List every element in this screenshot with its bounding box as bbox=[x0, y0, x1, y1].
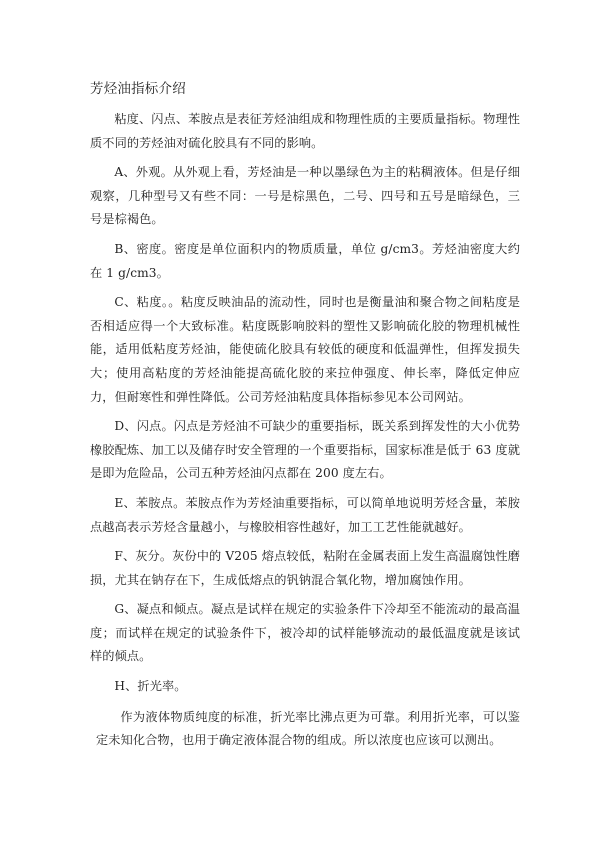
paragraph-ash: F、灰分。灰份中的 V205 熔点较低，粘附在金属表面上发生高温腐蚀性磨损，尤其在钠存在下，生成低熔点的钒钠混合氧化物，增加腐蚀作用。 bbox=[90, 549, 520, 587]
paragraph-appearance: A、外观。从外观上看，芳烃油是一种以墨绿色为主的粘稠液体。但是仔细观察，几种型号又有些不同：一号是棕黑色，二号、四号和五号是暗绿色，三号是棕褐色。 bbox=[90, 165, 520, 227]
paragraph-refractive-index-heading: H、折光率。 bbox=[114, 679, 187, 694]
paragraph-viscosity: C、粘度。。粘度反映油品的流动性，同时也是衡量油和聚合物之间粘度是否相适应得一个大致标准。粘度既影响胶料的塑性又影响硫化胶的物理机械性能，适用低粘度芳烃油，能使硫化胶具有较低的硬度和低温弹性，但挥发损失大；使用高粘度的芳烃油能提高硫化胶的来拉伸强度、伸长率，降低定伸应力，但耐寒性和弹性降低。公司芳烃油粘度具体指标参见本公司网站。 bbox=[90, 295, 520, 404]
paragraph-flash-point: D、闪点。闪点是芳烃油不可缺少的重要指标，既关系到挥发性的大小优势橡胶配炼、加工以及储存时安全管理的一个重要指标，国家标准是低于 63 度就是即为危险品，公司五种芳烃油闪点都在 200 度左右。 bbox=[90, 419, 520, 481]
document-page bbox=[90, 78, 520, 759]
paragraph-refractive-index: 作为液体物质纯度的标准，折光率比沸点更为可靠。利用折光率，可以鉴定未知化合物，也用于确定液体混合物的组成。所以浓度也应该可以测出。 bbox=[96, 709, 520, 748]
paragraph-density: B、密度。密度是单位面积内的物质质量，单位 g/cm3。芳烃油密度大约在 1 g/cm3。 bbox=[90, 241, 520, 280]
paragraph-intro: 粘度、闪点、苯胺点是表征芳烃油组成和物理性质的主要质量指标。物理性质不同的芳烃油对硫化胶具有不同的影响。 bbox=[90, 112, 520, 150]
document-title: 芳烃油指标介绍 bbox=[90, 81, 186, 97]
paragraph-pour-point: G、凝点和倾点。凝点是试样在规定的实验条件下冷却至不能流动的最高温度；而试样在规定的试验条件下，被冷却的试样能够流动的最低温度就是该试样的倾点。 bbox=[90, 602, 520, 664]
paragraph-aniline-point: E、苯胺点。苯胺点作为芳烃油重要指标，可以简单地说明芳烃含量，苯胺点越高表示芳烃含量越小，与橡胶相容性越好，加工工艺性能就越好。 bbox=[90, 495, 520, 534]
